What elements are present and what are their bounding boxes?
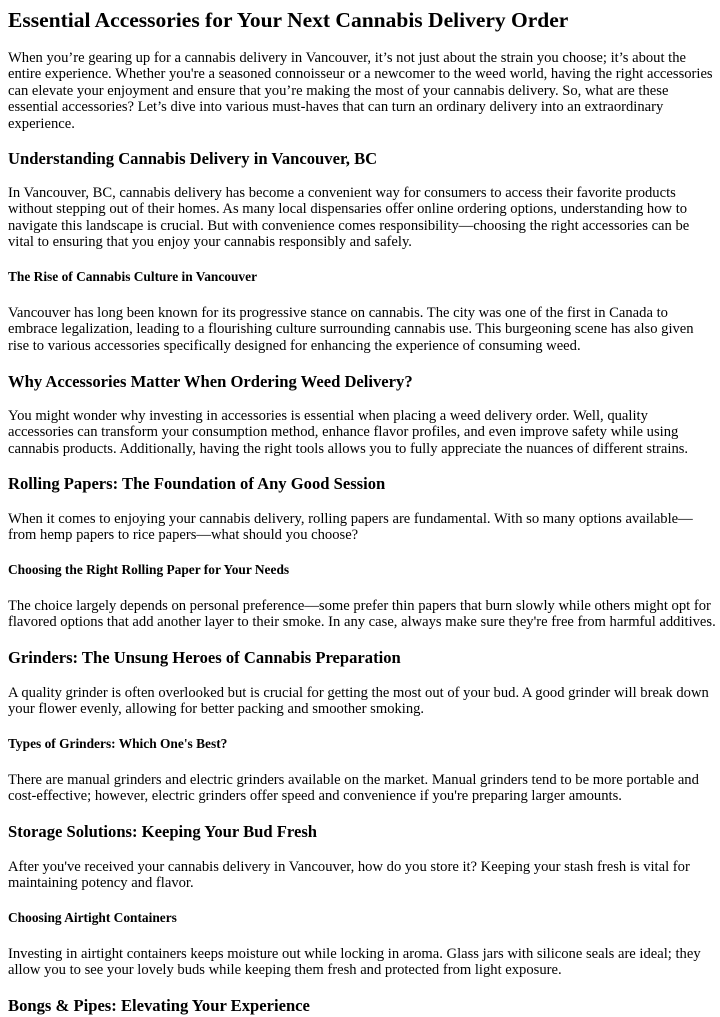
section-body-grinders: A quality grinder is often overlooked but is crucial for getting the most out of your bud. A good grinder will break down your flower evenly, allowing for better packing and smoother smoking. — [8, 685, 709, 718]
subheading-choosing-paper: Choosing the Right Rolling Paper for Your Needs — [8, 562, 290, 577]
section-heading-storage: Storage Solutions: Keeping Your Bud Fresh — [8, 822, 318, 841]
intro-paragraph: When you’re gearing up for a cannabis delivery in Vancouver, it’s not just about the strain you choose; it’s about the entire experience. Whether you're a seasoned connoisseur or a newcomer to the weed world, having the right accessories can elevate your enjoyment and ensure that you’re making the most of your cannabis delivery. So, what are these essential accessories? Let’s dive into various must-haves that can turn an ordinary delivery into an extraordinary experience. — [8, 50, 713, 132]
section-body-rolling-papers: When it comes to enjoying your cannabis delivery, rolling papers are fundamental. With so many options available—from hemp papers to rice papers—what should you choose? — [8, 511, 693, 544]
section-heading-grinders: Grinders: The Unsung Heroes of Cannabis Preparation — [8, 648, 401, 667]
section-heading-rolling-papers: Rolling Papers: The Foundation of Any Good Session — [8, 474, 386, 493]
section-heading-bongs-pipes: Bongs & Pipes: Elevating Your Experience — [8, 996, 310, 1015]
subheading-types-of-grinders: Types of Grinders: Which One's Best? — [8, 736, 228, 751]
section-body-storage: After you've received your cannabis delivery in Vancouver, how do you store it? Keeping your stash fresh is vital for maintaining potency and flavor. — [8, 859, 690, 892]
article-title: Essential Accessories for Your Next Cannabis Delivery Order — [8, 8, 569, 32]
body-choosing-paper: The choice largely depends on personal preference—some prefer thin papers that burn slowly while others might opt for flavored options that add another layer to their smoke. In any case, always make sure they're free from harmful additives. — [8, 598, 716, 631]
body-types-of-grinders: There are manual grinders and electric grinders available on the market. Manual grinders tend to be more portable and cost-effective; however, electric grinders offer speed and convenience if you're preparing larger amounts. — [8, 772, 699, 805]
section-heading-why-accessories: Why Accessories Matter When Ordering Weed Delivery? — [8, 372, 413, 391]
subheading-airtight-containers: Choosing Airtight Containers — [8, 910, 177, 925]
section-body-understanding: In Vancouver, BC, cannabis delivery has become a convenient way for consumers to access their favorite products without stepping out of their homes. As many local dispensaries offer online ordering options, understanding how to navigate this landscape is crucial. But with convenience comes responsibility—choosing the right accessories can be vital to ensuring that you enjoy your cannabis responsibly and safely. — [8, 185, 690, 251]
body-airtight-containers: Investing in airtight containers keeps moisture out while locking in aroma. Glass jars with silicone seals are ideal; they allow you to see your lovely buds while keeping them fresh and protected from light exposure. — [8, 946, 701, 979]
section-body-why-accessories: You might wonder why investing in accessories is essential when placing a weed delivery order. Well, quality accessories can transform your consumption method, enhance flavor profiles, and even improve safety while using cannabis products. Additionally, having the right tools allows you to fully appreciate the nuances of different strains. — [8, 408, 689, 457]
subheading-rise-of-culture: The Rise of Cannabis Culture in Vancouver — [8, 269, 258, 284]
body-rise-of-culture: Vancouver has long been known for its progressive stance on cannabis. The city was one of the first in Canada to embrace legalization, leading to a flourishing culture surrounding cannabis use. This burgeoning scene has also given rise to various accessories specifically designed for enhancing the experience of consuming weed. — [8, 305, 694, 354]
section-heading-understanding: Understanding Cannabis Delivery in Vancouver, BC — [8, 149, 378, 168]
